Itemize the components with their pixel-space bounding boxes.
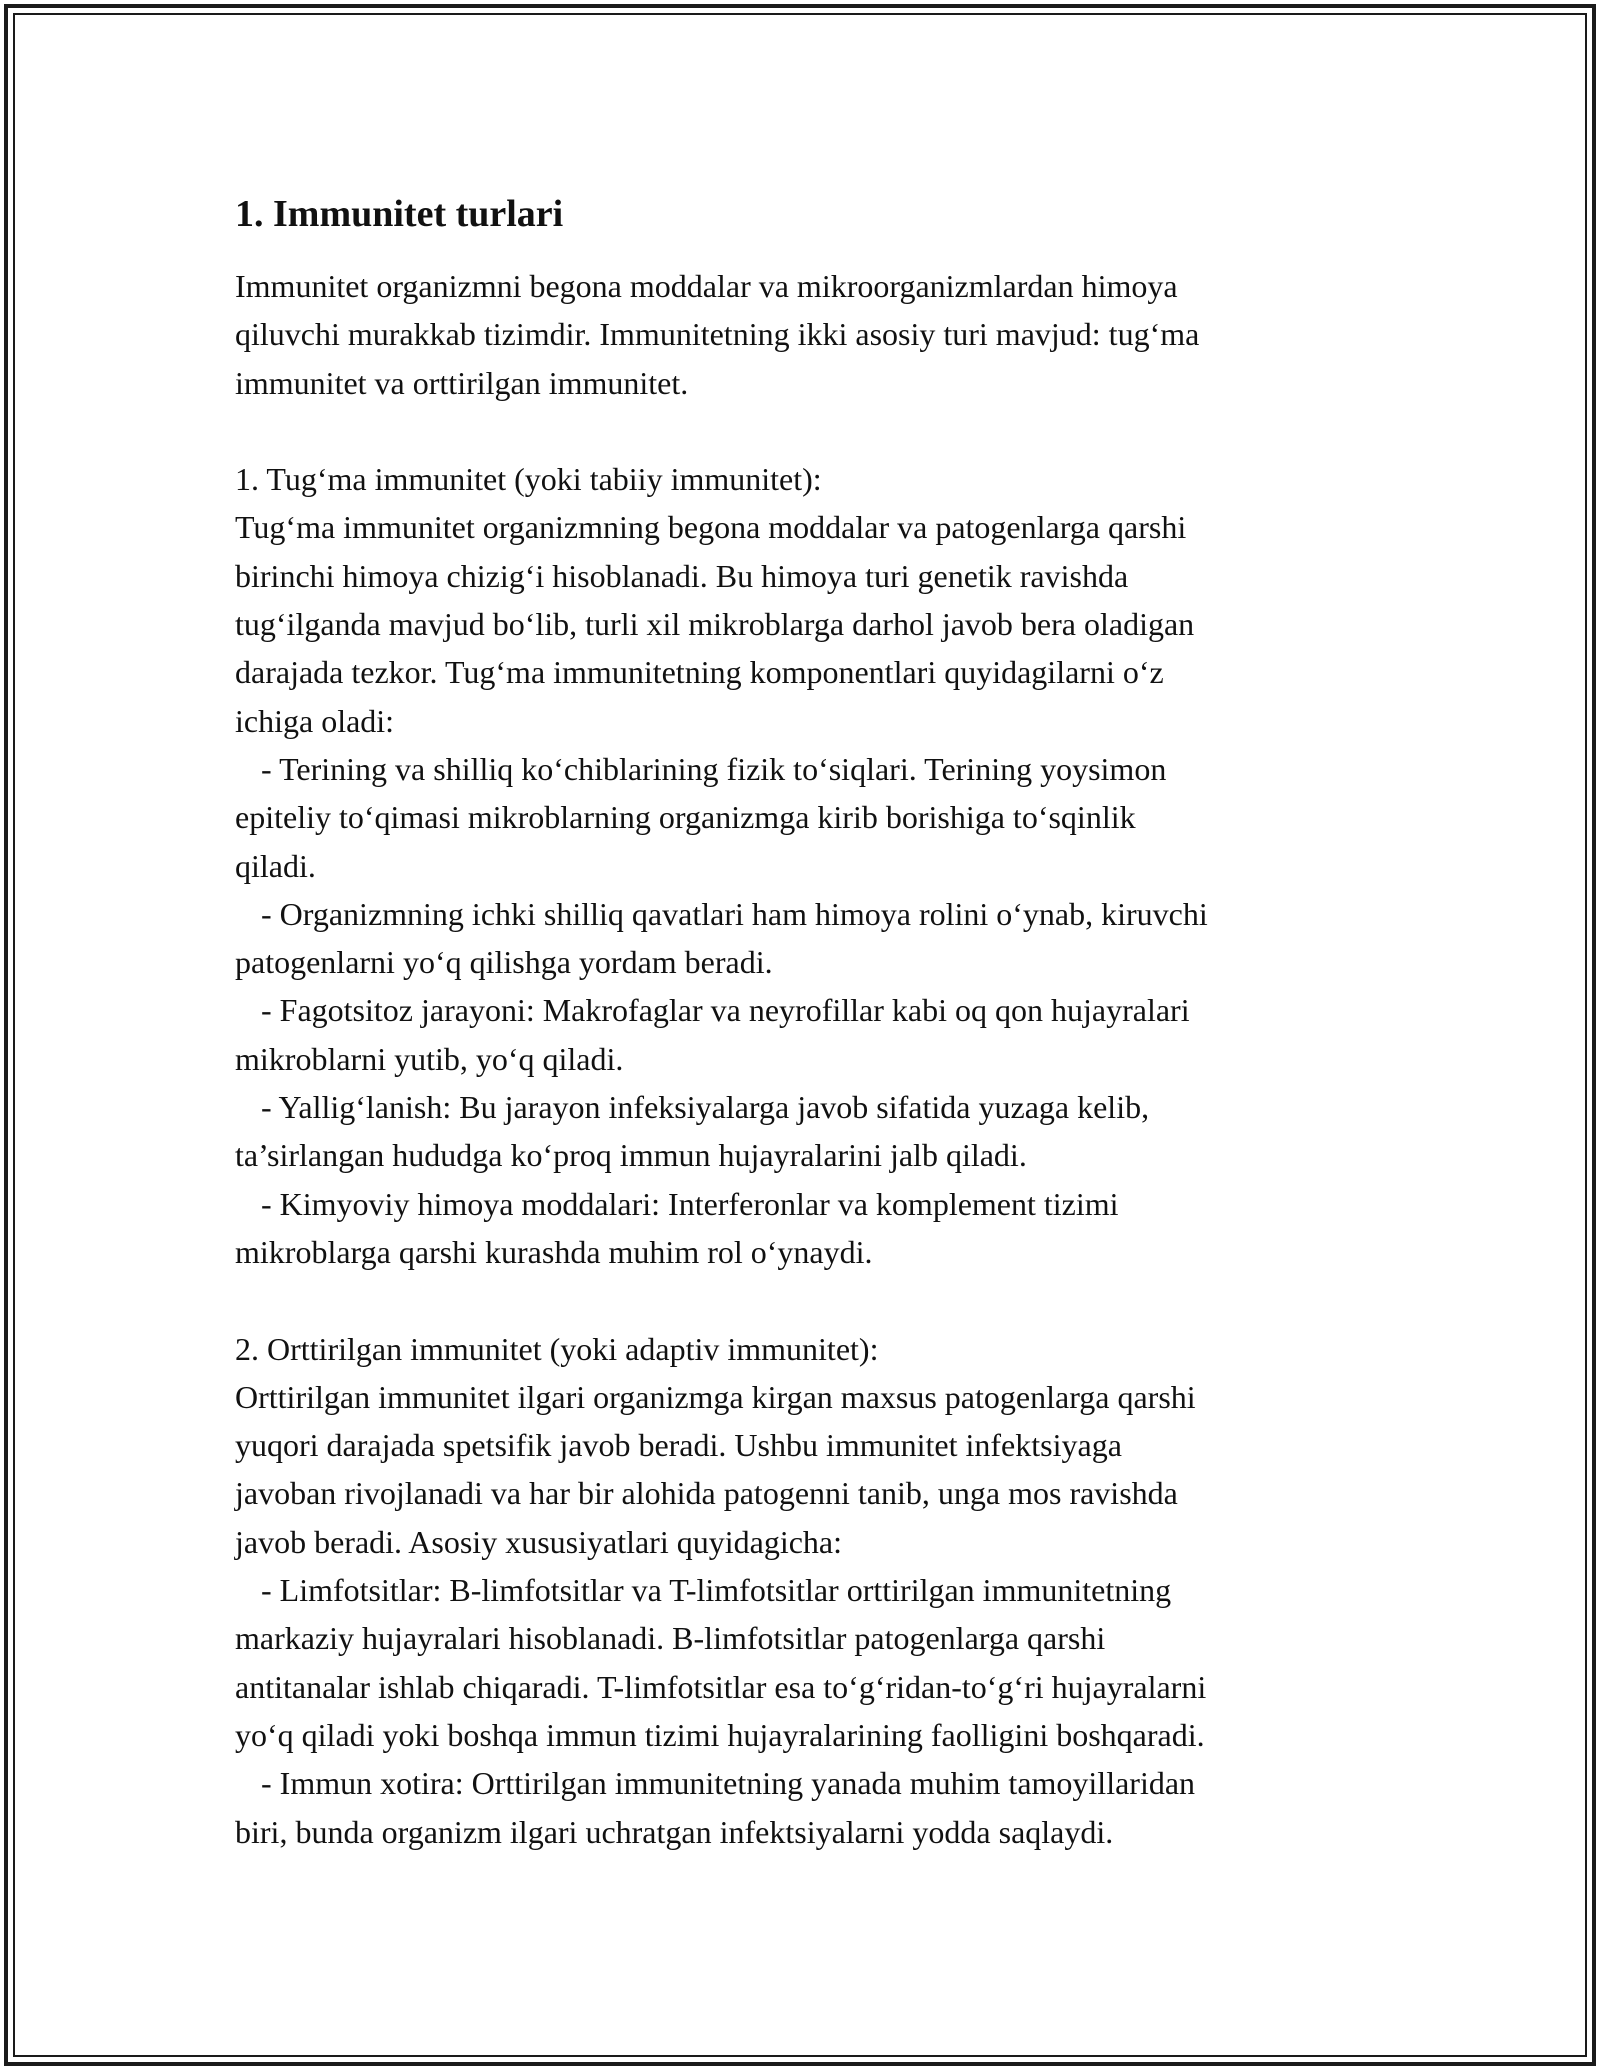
bullet-line: patogenlarni yo‘q qilishga yordam beradi. (235, 944, 773, 981)
bullet-line: mikroblarni yutib, yo‘q qiladi. (235, 1040, 624, 1077)
bullet-line: mikroblarga qarshi kurashda muhim rol o‘ynaydi. (235, 1233, 873, 1270)
bullet-line: - Fagotsitoz jarayoni: Makrofaglar va neyrofillar kabi oq qon hujayralari (261, 992, 1190, 1029)
paragraph-gap (235, 1276, 1365, 1324)
text-line: Tug‘ma immunitet organizmning begona moddalar va patogenlarga qarshi (235, 509, 1187, 546)
text-line: qiluvchi murakkab tizimdir. Immunitetning ikki asosiy turi mavjud: tug‘ma (235, 316, 1200, 353)
bullet-line: - Kimyoviy himoya moddalari: Interferonlar va komplement tizimi (261, 1185, 1119, 1222)
bullet-line: markaziy hujayralari hisoblanadi. B-limfotsitlar patogenlarga qarshi (235, 1620, 1106, 1657)
text-line: javoban rivojlanadi va har bir alohida patogenni tanib, unga mos ravishda (235, 1475, 1178, 1512)
bullet-line: ta’sirlangan hududga ko‘proq immun hujayralarini jalb qiladi. (235, 1137, 1027, 1174)
adaptive-immunity-section (235, 1325, 1365, 1856)
bullet-line: - Yallig‘lanish: Bu jarayon infeksiyalarga javob sifatida yuzaga kelib, (261, 1089, 1150, 1126)
section-heading: 1. Immunitet turlari (235, 193, 564, 235)
list-item (235, 890, 1365, 987)
innate-immunity-section (235, 455, 1365, 1276)
bullet-line: - Terining va shilliq ko‘chiblarining fizik to‘siqlari. Terining yoysimon (261, 750, 1167, 787)
paragraph-gap (235, 407, 1365, 455)
subsection-title: 1. Tug‘ma immunitet (yoki tabiiy immunitet): (235, 461, 822, 498)
bullet-line: - Limfotsitlar: B-limfotsitlar va T-limfotsitlar orttirilgan immunitetning (261, 1572, 1172, 1609)
text-line: ichiga oladi: (235, 702, 395, 739)
text-line: yuqori darajada spetsifik javob beradi. Ushbu immunitet infektsiyaga (235, 1427, 1122, 1464)
list-item (235, 745, 1365, 890)
text-line: tug‘ilganda mavjud bo‘lib, turli xil mikroblarga darhol javob bera oladigan (235, 606, 1195, 643)
bullet-line: yo‘q qiladi yoki boshqa immun tizimi hujayralarining faolligini boshqaradi. (235, 1716, 1205, 1753)
text-line: immunitet va orttirilgan immunitet. (235, 364, 689, 401)
list-item (235, 1083, 1365, 1180)
intro-paragraph (235, 262, 1365, 407)
text-line: Immunitet organizmni begona moddalar va mikroorganizmlardan himoya (235, 268, 1178, 304)
bullet-line: antitanalar ishlab chiqaradi. T-limfotsitlar esa to‘g‘ridan-to‘g‘ri hujayralarni (235, 1668, 1207, 1705)
list-item (235, 1759, 1365, 1856)
document-page (235, 188, 1365, 1856)
bullet-line: epiteliy to‘qimasi mikroblarning organizmga kirib borishiga to‘sqinlik (235, 799, 1136, 836)
text-line: javob beradi. Asosiy xususiyatlari quyidagicha: (235, 1523, 842, 1560)
bullet-line: qiladi. (235, 847, 316, 884)
list-item (235, 986, 1365, 1083)
subsection-title: 2. Orttirilgan immunitet (yoki adaptiv immunitet): (235, 1330, 879, 1367)
list-item (235, 1566, 1365, 1759)
bullet-line: - Immun xotira: Orttirilgan immunitetning yanada muhim tamoyillaridan (261, 1765, 1196, 1802)
text-line: Orttirilgan immunitet ilgari organizmga kirgan maxsus patogenlarga qarshi (235, 1378, 1196, 1415)
text-line: birinchi himoya chizig‘i hisoblanadi. Bu himoya turi genetik ravishda (235, 557, 1129, 594)
list-item (235, 1180, 1365, 1277)
text-line: darajada tezkor. Tug‘ma immunitetning komponentlari quyidagilarni o‘z (235, 654, 1164, 691)
bullet-line: biri, bunda organizm ilgari uchratgan infektsiyalarni yodda saqlaydi. (235, 1813, 1114, 1850)
bullet-line: - Organizmning ichki shilliq qavatlari ham himoya rolini o‘ynab, kiruvchi (261, 895, 1208, 932)
